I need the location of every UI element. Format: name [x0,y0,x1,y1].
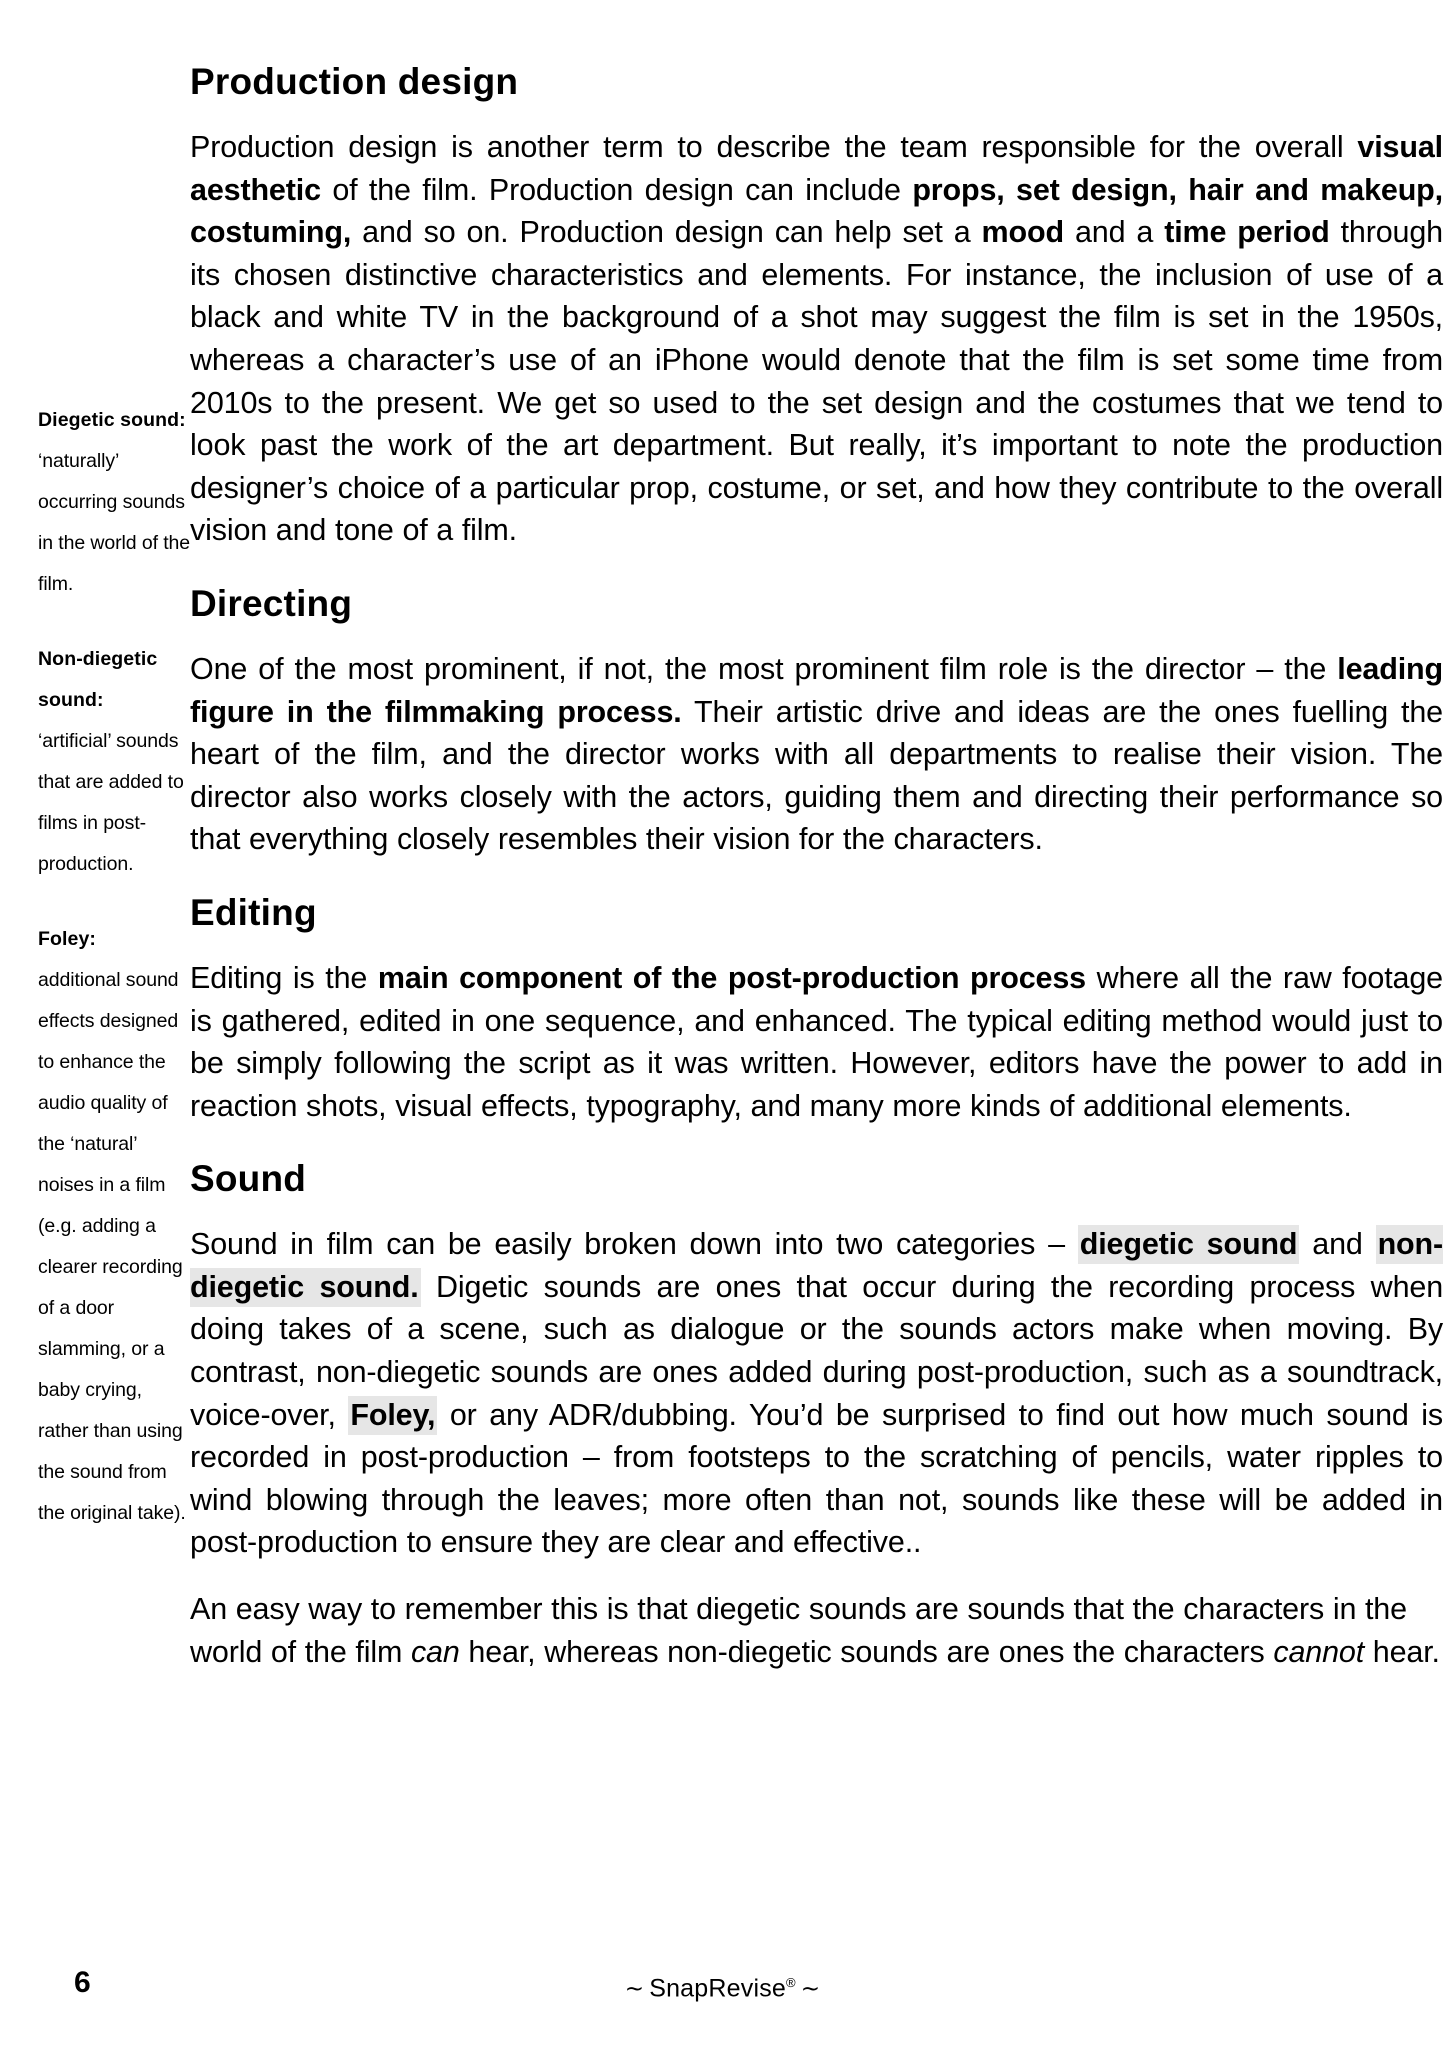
text-run: where all the raw footage is gathered, edited in one sequence, and enhanced. The typical editing method would just to be simply following the script as it was written. However, editors have the power to add in reaction shots, visual effects, typography, and many more kinds of additional elements. [190,960,1443,1123]
tilde-right-icon: ∼ [800,1975,821,2002]
emphasis-bold: leading figure in the filmmaking process. [190,651,1443,729]
text-run: and so on. Production design can help set a [351,215,982,250]
sidebar-term-block [38,400,193,605]
text-run: One of the most prominent, if not, the most prominent film role is the director – the [190,651,1338,686]
sidebar-term-definition: additional sound effects designed to enhance the audio quality of the ‘natural’ noises in a film (e.g. adding a clearer recording of a door slamming, or a baby crying, rather than using the sound from the original take). [38,969,186,1524]
sidebar-term-block [38,919,193,1534]
body-paragraph [190,1223,1443,1564]
section-heading: Directing [190,582,353,624]
text-run: hear. [1364,1634,1440,1669]
text-run: Their artistic drive and ideas are the ones fuelling the heart of the film, and the director works with all departments to realise their vision. The director also works closely with the actors, guiding them and directing their performance so that everything closely resembles their vision for the characters. [190,694,1443,857]
tilde-left-icon: ∼ [624,1975,645,2002]
text-run: and a [1063,215,1165,250]
emphasis-italic: can [410,1634,460,1669]
sidebar-term-title: Diegetic sound: [38,409,186,431]
emphasis-bold: visual aesthetic [190,130,1443,207]
text-run: An easy way to remember this is that diegetic sounds are sounds that the characters in the world of the film [190,1592,1407,1669]
emphasis-bold: mood [981,215,1064,250]
emphasis-bold: props, set design, hair and makeup, costuming, [190,172,1443,250]
brand-footer [0,1968,1445,2003]
sidebar-term-definition: ‘artificial’ sounds that are added to films in post-production. [38,730,184,875]
text-run: and [1299,1227,1376,1262]
text-run: hear, whereas non-diegetic sounds are ones the characters [459,1634,1274,1669]
registered-mark-icon: ® [786,1975,796,1990]
sidebar-term-block [38,639,193,885]
text-run: of the film. Production design can include [320,172,913,207]
text-run: Digetic sounds are ones that occur during the recording process when doing takes of a scene, such as dialogue or the sounds actors make when moving. By contrast, non-diegetic sounds are ones added during post-production, such as a soundtrack, voice-over, [190,1269,1444,1432]
section-heading: Production design [190,61,519,102]
body-paragraph [190,648,1443,861]
sidebar-term-definition: ‘naturally’ occurring sounds in the world of the film. [38,450,191,595]
text-run: or any ADR/dubbing. You’d be surprised to find out how much sound is recorded in post-production – from footsteps to the scratching of pencils, water ripples to wind blowing through the leaves; more often than not, sounds like these will be added in post-production to ensure they are clear and effective.. [190,1397,1443,1560]
highlighted-key-term: diegetic sound [1078,1225,1300,1264]
sidebar-term-title: Foley: [38,928,97,950]
text-run: Editing is the [190,960,378,995]
brand-name: SnapRevise [649,1974,787,2003]
text-run: through its chosen distinctive characteristics and elements. For instance, the inclusion of use of a black and white TV in the background of a shot may suggest the film is set in the 1950s, whereas a character’s use of an iPhone would denote that the film is set some time from 2010s to the present. We get so used to the set design and the costumes that we tend to look past the work of the art department. But really, it’s important to note the production designer’s choice of a particular prop, costume, or set, and how they contribute to the overall vision and tone of a film. [190,215,1443,548]
body-paragraph [190,126,1443,552]
sidebar-term-title: Non-diegetic sound: [38,648,158,711]
emphasis-italic: cannot [1273,1634,1365,1669]
section-heading: Editing [190,891,317,933]
body-paragraph [190,1588,1443,1673]
text-run: Production design is another term to describe the team responsible for the overall [190,130,1358,164]
main-content-column [190,60,1443,1697]
highlighted-key-term: Foley, [348,1396,437,1435]
emphasis-bold: main component of the post-production process [377,960,1086,995]
page-number: 6 [74,1966,91,1999]
page-footer [0,1966,1445,2006]
highlighted-key-term: non-diegetic sound. [190,1225,1443,1307]
section-heading: Sound [190,1158,307,1200]
text-run: Sound in film can be easily broken down into two categories – [190,1227,1078,1262]
sidebar-key-terms [38,400,193,1568]
emphasis-bold: time period [1164,215,1330,250]
body-paragraph [190,957,1443,1127]
